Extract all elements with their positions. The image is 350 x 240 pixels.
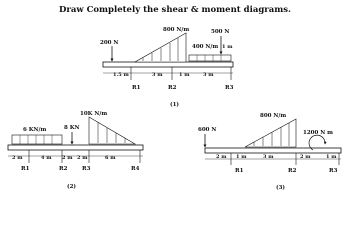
support-r3: R3 — [329, 168, 338, 174]
support-r2: R2 — [59, 166, 68, 172]
moment-label: 1200 N m — [303, 130, 333, 136]
point-load-label: 8 KN — [64, 125, 80, 131]
triangular-load-label: 10K N/m — [80, 111, 108, 117]
point-load-label: 200 N — [100, 40, 119, 46]
dim-2: 1 m — [236, 154, 247, 160]
udl-label: 6 KN/m — [23, 127, 47, 133]
dim-5: 1 m — [326, 154, 337, 160]
problem-number: (1) — [170, 102, 180, 108]
triangular-load-label: 800 N/m — [260, 113, 287, 119]
beam-1 — [103, 62, 233, 67]
dim-5: 6 m — [105, 155, 116, 161]
triangular-load — [135, 33, 186, 62]
udl-top-label: 500 N — [211, 29, 230, 35]
triangular-load — [245, 119, 296, 147]
dim-1: 2 m — [12, 155, 23, 161]
point-load-label: 600 N — [198, 127, 217, 133]
beam-3 — [205, 148, 341, 153]
dim-1: 2 m — [216, 154, 227, 160]
support-r2: R2 — [168, 85, 177, 91]
support-r1: R1 — [132, 85, 141, 91]
dim-2: 3 m — [152, 72, 163, 78]
support-r3: R3 — [225, 85, 234, 91]
dim-4: 2 m — [300, 154, 311, 160]
udl-load — [12, 135, 62, 144]
dim-3: 1 m — [179, 72, 190, 78]
beam-2 — [8, 145, 143, 150]
udl-load — [189, 55, 231, 61]
dim-1: 1.5 m — [113, 72, 129, 78]
problem-2 — [8, 111, 143, 190]
dim-3: 2 m — [62, 155, 73, 161]
dim-5: 1 m — [222, 44, 233, 50]
dim-4: 2 m — [77, 155, 88, 161]
support-r1: R1 — [235, 168, 244, 174]
problem-1 — [100, 27, 234, 108]
support-r1: R1 — [21, 166, 30, 172]
dim-2: 4 m — [41, 155, 52, 161]
support-r2: R2 — [288, 168, 297, 174]
page-title: Draw Completely the shear & moment diagrams. — [58, 5, 291, 15]
support-r4: R4 — [131, 166, 140, 172]
problem-number: (2) — [67, 184, 77, 190]
problem-3 — [198, 113, 341, 191]
dim-4: 3 m — [203, 72, 214, 78]
triangular-load-label: 800 N/m — [163, 27, 190, 33]
support-r3: R3 — [82, 166, 91, 172]
problem-number: (3) — [276, 185, 286, 191]
dim-3: 3 m — [263, 154, 274, 160]
triangular-load — [89, 117, 135, 144]
udl-bottom-label: 400 N/m — [192, 44, 219, 50]
